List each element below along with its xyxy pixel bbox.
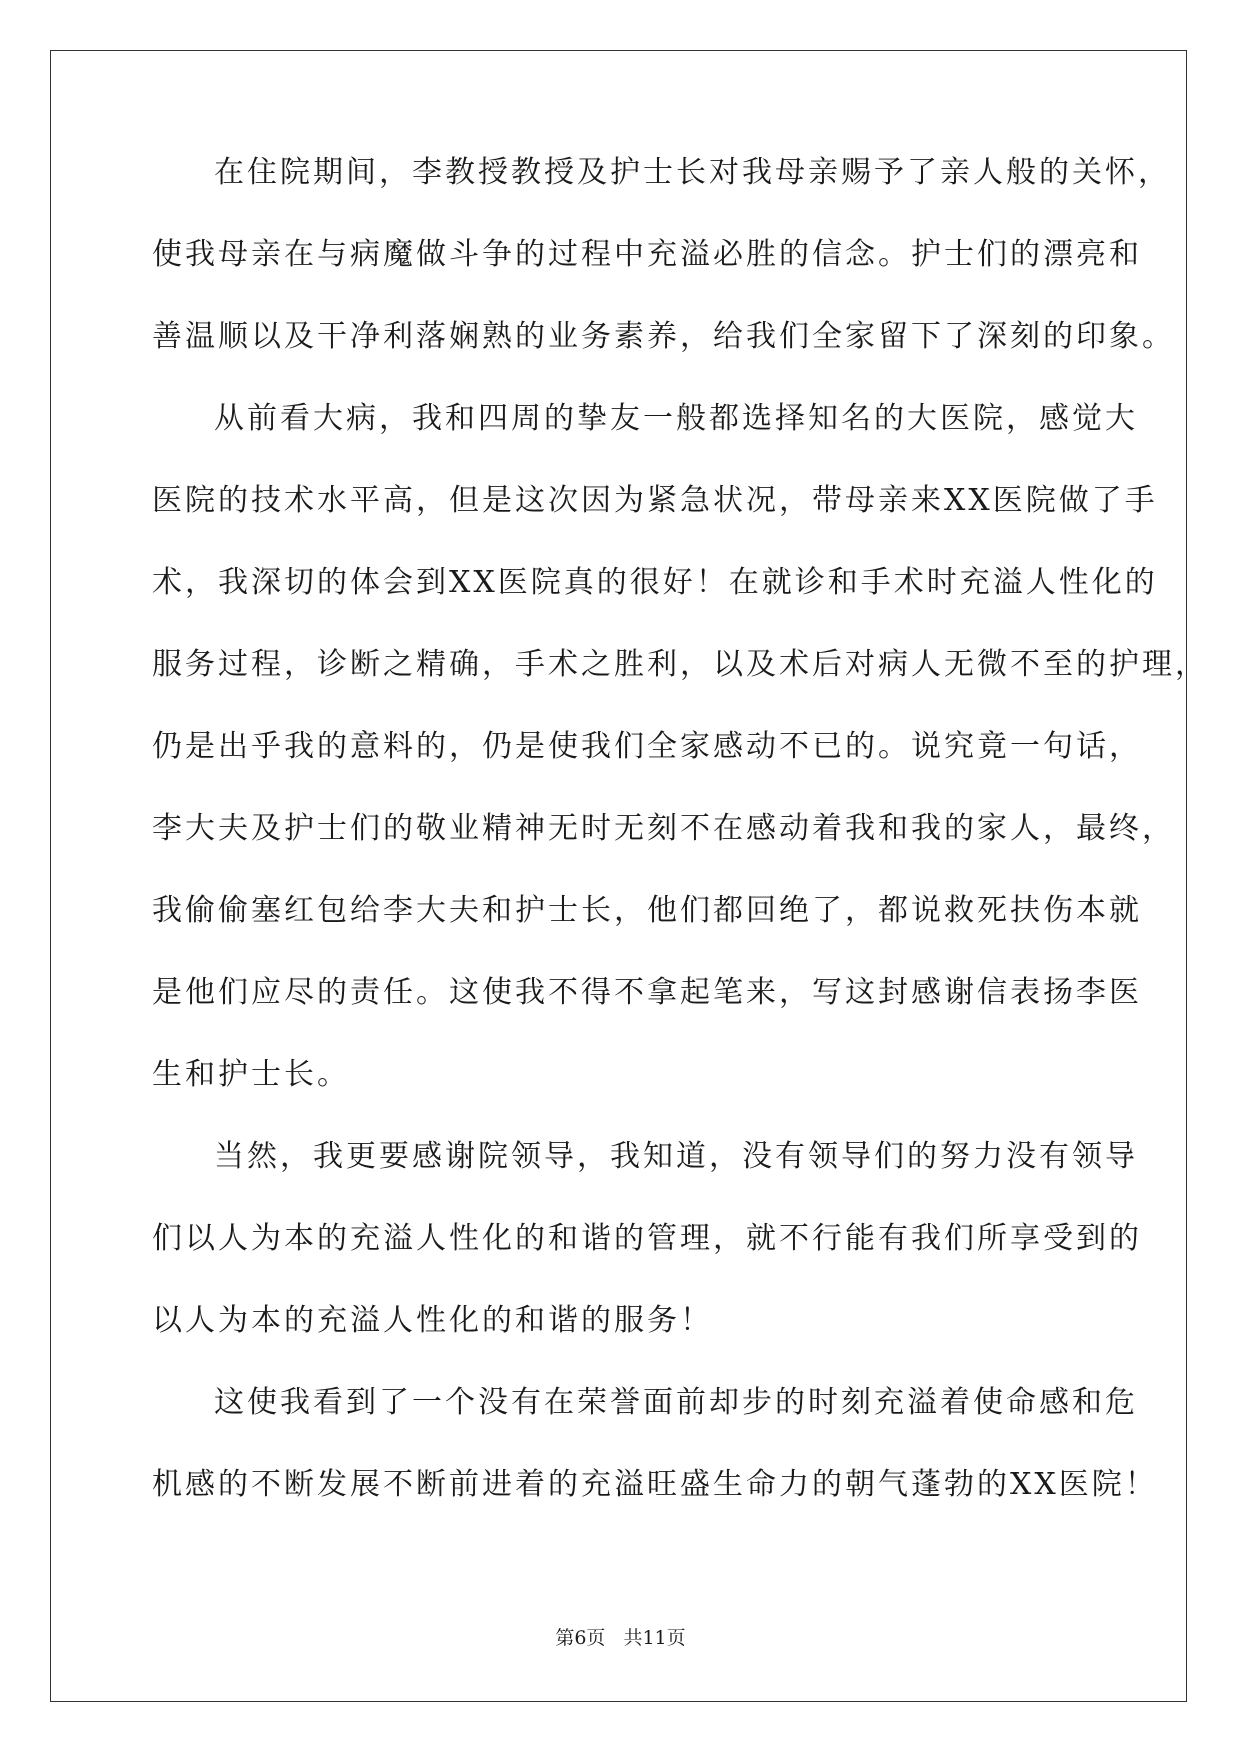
paragraph-line: 使我母亲在与病魔做斗争的过程中充溢必胜的信念。护士们的漂亮和 [152, 237, 1142, 272]
paragraph-line: 当然，我更要感谢院领导，我知道，没有领导们的努力没有领导 [214, 1139, 1138, 1174]
paragraph-line: 术，我深切的体会到XX医院真的很好！在就诊和手术时充溢人性化的 [152, 565, 1158, 600]
paragraph-line: 在住院期间，李教授教授及护士长对我母亲赐予了亲人般的关怀， [214, 155, 1171, 190]
document-body [152, 155, 1208, 1552]
paragraph-line: 机感的不断发展不断前进着的充溢旺盛生命力的朝气蓬勃的XX医院！ [152, 1467, 1158, 1502]
paragraph-line: 是他们应尽的责任。这使我不得不拿起笔来，写这封感谢信表扬李医 [152, 975, 1142, 1010]
page-footer [0, 1623, 1241, 1650]
page-total: 共11页 [623, 1627, 686, 1649]
paragraph-line: 仍是出乎我的意料的，仍是使我们全家感动不已的。说究竟一句话， [152, 729, 1142, 764]
paragraph-line: 服务过程，诊断之精确，手术之胜利，以及术后对病人无微不至的护理， [152, 647, 1208, 682]
paragraph-line: 善温顺以及干净利落娴熟的业务素养，给我们全家留下了深刻的印象。 [152, 319, 1175, 354]
paragraph-line: 从前看大病，我和四周的挚友一般都选择知名的大医院，感觉大 [214, 401, 1138, 436]
paragraph-line: 生和护士长。 [152, 1057, 350, 1092]
paragraph-line: 以人为本的充溢人性化的和谐的服务！ [152, 1303, 713, 1338]
page-number: 第6页 [555, 1627, 606, 1649]
paragraph-line: 医院的技术水平高，但是这次因为紧急状况，带母亲来XX医院做了手 [152, 483, 1158, 518]
paragraph-line: 我偷偷塞红包给李大夫和护士长，他们都回绝了，都说救死扶伤本就 [152, 893, 1142, 928]
paragraph-line: 李大夫及护士们的敬业精神无时无刻不在感动着我和我的家人，最终， [152, 811, 1175, 846]
paragraph-line: 们以人为本的充溢人性化的和谐的管理，就不行能有我们所享受到的 [152, 1221, 1142, 1256]
paragraph-line: 这使我看到了一个没有在荣誉面前却步的时刻充溢着使命感和危 [214, 1385, 1138, 1420]
